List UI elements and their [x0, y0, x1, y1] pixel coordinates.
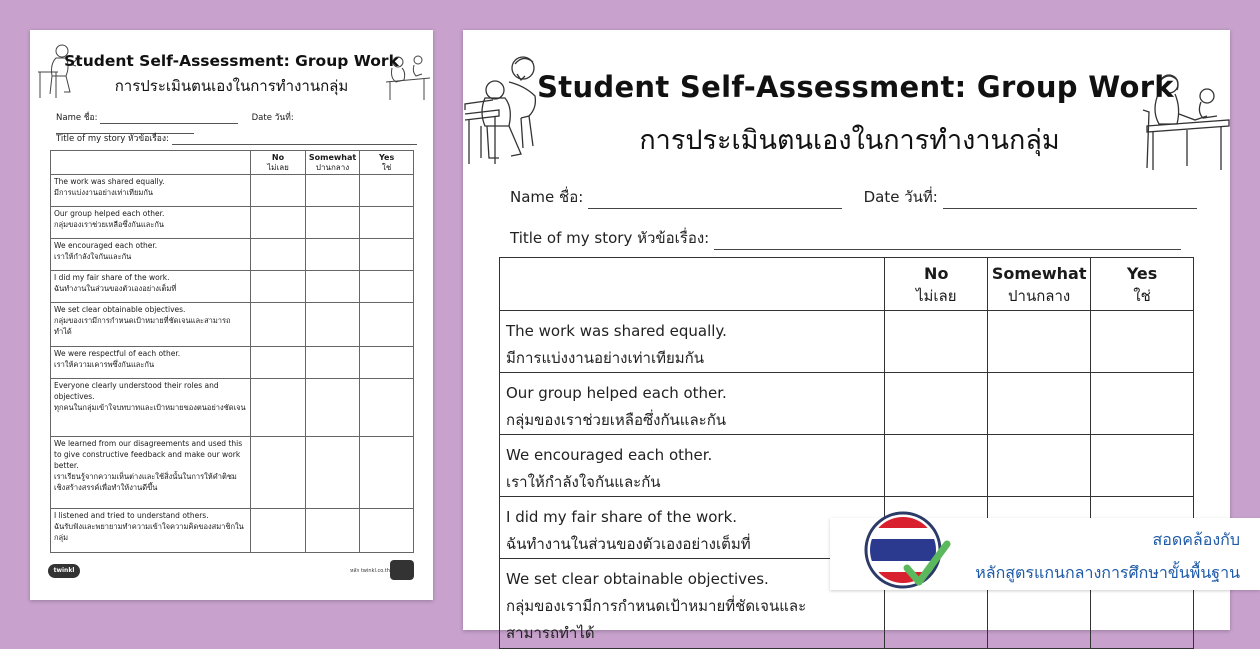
name-label: Name ชื่อ: — [56, 113, 98, 123]
check-cell-yes[interactable] — [360, 207, 414, 239]
header-yes: Yes ใช่ — [360, 151, 414, 175]
table-row — [51, 175, 414, 207]
statement-cell: Our group helped each other. กลุ่มของเราช่วยเหลือซึ่งกันและกัน — [51, 207, 251, 239]
name-line[interactable] — [100, 115, 238, 124]
check-cell-somewhat[interactable] — [305, 509, 359, 553]
statement-cell: We encouraged each other. เราให้กำลังใจกันและกัน — [500, 435, 885, 497]
check-cell-no[interactable] — [251, 509, 306, 553]
statement-cell: Everyone clearly understood their roles and objectives. ทุกคนในกลุ่มเข้าใจบทบาทและเป้าหมายของตนอย่างชัดเจน — [51, 379, 251, 437]
badge-line1: สอดคล้องกับ — [1152, 530, 1240, 549]
name-date-fields — [510, 185, 1197, 209]
check-cell-somewhat[interactable] — [988, 435, 1091, 497]
check-cell-yes[interactable] — [360, 379, 414, 437]
check-cell-somewhat[interactable] — [988, 373, 1091, 435]
statement-cell: I did my fair share of the work. ฉันทำงานในส่วนของตัวเองอย่างเต็มที่ — [500, 497, 885, 559]
header-yes: Yes ใช่ — [1091, 258, 1194, 311]
header-somewhat: Somewhat ปานกลาง — [988, 258, 1091, 311]
statement-cell: The work was shared equally. มีการแบ่งงานอย่างเท่าเทียมกัน — [51, 175, 251, 207]
check-cell-somewhat[interactable] — [305, 303, 359, 347]
statement-cell: We were respectful of each other. เราให้ความเคารพซึ่งกันและกัน — [51, 347, 251, 379]
badge-line2: หลักสูตรแกนกลางการศึกษาขั้นพื้นฐาน — [975, 563, 1240, 582]
check-cell-somewhat[interactable] — [305, 207, 359, 239]
date-label: Date วันที่: — [251, 113, 294, 123]
check-cell-somewhat[interactable] — [305, 239, 359, 271]
check-cell-somewhat[interactable] — [305, 175, 359, 207]
statement-cell: We learned from our disagreements and used this to give constructive feedback and make our work better. เราเรียนรู้จากความเห็นต่างและใช้สิ่งนั้นในการให้คำติชมเชิงสร้างสรรค์เพื่อทำให้งานดีขึ้น — [51, 437, 251, 509]
table-row — [51, 271, 414, 303]
check-cell-no[interactable] — [251, 271, 306, 303]
statement-cell: I listened and tried to understand others. ฉันรับฟังและพยายามทำความเข้าใจความคิดของสมาชิกในกลุ่ม — [51, 509, 251, 553]
worksheet-title-en: Student Self-Assessment: Group Work — [64, 52, 399, 70]
statement-cell: We encouraged each other. เราให้กำลังใจกันและกัน — [51, 239, 251, 271]
date-line[interactable] — [943, 194, 1197, 209]
check-cell-no[interactable] — [885, 311, 988, 373]
story-label: Title of my story หัวข้อเรื่อง: — [510, 229, 710, 247]
check-cell-yes[interactable] — [360, 175, 414, 207]
table-row — [51, 437, 414, 509]
check-cell-yes[interactable] — [360, 271, 414, 303]
check-cell-no[interactable] — [885, 435, 988, 497]
date-label: Date วันที่: — [863, 188, 938, 206]
check-cell-yes[interactable] — [1091, 373, 1194, 435]
twinkl-logo: twinkl — [48, 564, 80, 578]
assessment-table-large — [499, 257, 1194, 649]
check-cell-yes[interactable] — [1091, 435, 1194, 497]
story-title-field — [56, 131, 417, 145]
check-cell-yes[interactable] — [360, 437, 414, 509]
table-row — [500, 373, 1194, 435]
table-row — [51, 379, 414, 437]
worksheet-title-th: การประเมินตนเองในการทำงานกลุ่ม — [114, 77, 349, 95]
worksheet-title-en: Student Self-Assessment: Group Work — [537, 70, 1174, 104]
check-cell-yes[interactable] — [360, 239, 414, 271]
statement-cell: We set clear obtainable objectives. กลุ่มของเรามีการกำหนดเป้าหมายที่ชัดเจนและ สามารถทำได้ — [500, 559, 885, 649]
header-no: No ไม่เลย — [251, 151, 306, 175]
footer-url: หลัก twinkl.co.th — [350, 568, 390, 574]
header-no: No ไม่เลย — [885, 258, 988, 311]
check-cell-yes[interactable] — [360, 303, 414, 347]
check-cell-no[interactable] — [885, 373, 988, 435]
header-somewhat: Somewhat ปานกลาง — [305, 151, 359, 175]
thai-flag-check-icon — [863, 510, 951, 598]
statement-cell: The work was shared equally. มีการแบ่งงานอย่างเท่าเทียมกัน — [500, 311, 885, 373]
check-cell-somewhat[interactable] — [305, 437, 359, 509]
story-title-field — [510, 226, 1181, 250]
check-cell-somewhat[interactable] — [305, 347, 359, 379]
curriculum-alignment-badge — [830, 518, 1260, 590]
worksheet-title-th: การประเมินตนเองในการทำงานกลุ่ม — [639, 125, 1060, 156]
name-line[interactable] — [588, 194, 842, 209]
worksheet-preview-small — [30, 30, 433, 600]
twinkl-badge-icon — [390, 560, 414, 580]
story-line[interactable] — [172, 136, 417, 145]
check-cell-yes[interactable] — [1091, 311, 1194, 373]
check-cell-no[interactable] — [251, 437, 306, 509]
table-row — [51, 239, 414, 271]
check-cell-no[interactable] — [251, 347, 306, 379]
statement-header — [500, 258, 885, 311]
table-row — [51, 509, 414, 553]
assessment-table-small — [50, 150, 414, 553]
statement-header — [51, 151, 251, 175]
story-line[interactable] — [714, 235, 1181, 250]
check-cell-yes[interactable] — [360, 509, 414, 553]
check-cell-no[interactable] — [251, 239, 306, 271]
check-cell-somewhat[interactable] — [988, 311, 1091, 373]
check-cell-no[interactable] — [251, 303, 306, 347]
check-cell-no[interactable] — [251, 175, 306, 207]
table-row — [500, 311, 1194, 373]
statement-cell: I did my fair share of the work. ฉันทำงานในส่วนของตัวเองอย่างเต็มที่ — [51, 271, 251, 303]
statement-cell: Our group helped each other. กลุ่มของเราช่วยเหลือซึ่งกันและกัน — [500, 373, 885, 435]
story-label: Title of my story หัวข้อเรื่อง: — [56, 134, 169, 144]
check-cell-somewhat[interactable] — [305, 379, 359, 437]
check-cell-no[interactable] — [251, 379, 306, 437]
check-cell-no[interactable] — [251, 207, 306, 239]
check-cell-yes[interactable] — [360, 347, 414, 379]
check-cell-somewhat[interactable] — [305, 271, 359, 303]
statement-cell: We set clear obtainable objectives. กลุ่มของเรามีการกำหนดเป้าหมายที่ชัดเจนและสามารถทำได้ — [51, 303, 251, 347]
name-label: Name ชื่อ: — [510, 188, 584, 206]
table-row — [51, 347, 414, 379]
table-row — [51, 303, 414, 347]
table-row — [500, 435, 1194, 497]
table-row — [51, 207, 414, 239]
